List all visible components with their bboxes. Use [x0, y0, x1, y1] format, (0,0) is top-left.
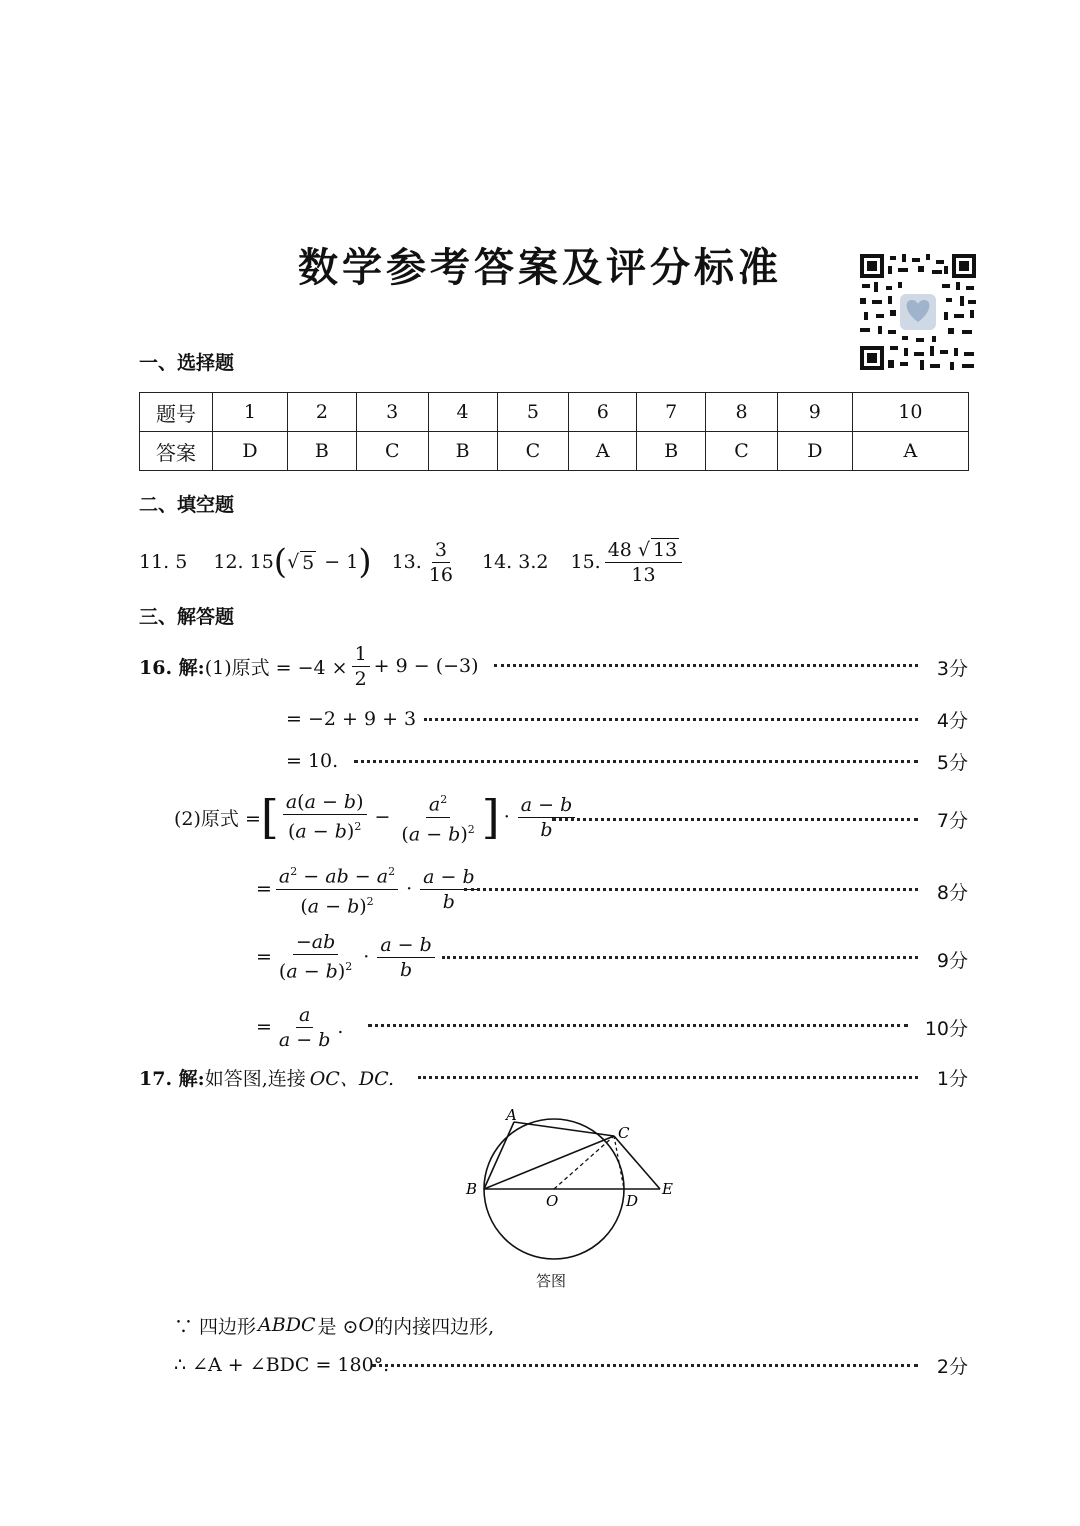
choice-answer-table — [139, 392, 969, 471]
q17-line2-pre: ∵ 四边形 — [174, 1315, 257, 1338]
table-cell: 9 — [777, 393, 852, 432]
table-cell: 6 — [569, 393, 637, 432]
fill-q15-label: 15. — [570, 551, 601, 573]
fill-q12-rest: − 1 — [324, 551, 359, 573]
line-dc — [614, 1136, 624, 1189]
score-2: 2分 — [936, 1356, 968, 1378]
q17-label: 17. 解: — [139, 1067, 205, 1090]
score-3: 3分 — [936, 658, 968, 680]
q17-vars: OC、DC. — [309, 1067, 394, 1090]
q16-p2-line4: = $\frac{a}{a - b}$ . — [256, 1003, 344, 1051]
table-header-answer: 答案 — [140, 432, 213, 471]
dotted-leader — [354, 760, 918, 763]
table-row — [140, 432, 969, 471]
score-1: 1分 — [936, 1068, 968, 1090]
section-solve: 三、解答题 — [139, 606, 235, 628]
q17-text: 如答图,连接 — [204, 1067, 306, 1090]
q17-circle-o: O — [358, 1314, 375, 1336]
dotted-leader — [372, 1364, 918, 1367]
dotted-leader — [418, 1076, 918, 1079]
q16-p1-expr: (1)原式 = −4 × — [204, 656, 348, 679]
point-a: A — [506, 1106, 517, 1124]
point-e: E — [662, 1180, 673, 1198]
page-title: 数学参考答案及评分标准 — [298, 245, 782, 291]
q16-half-fraction: $\frac{1}{2}$ — [352, 642, 370, 691]
table-header-number: 题号 — [140, 393, 213, 432]
q17-line2 — [174, 1312, 494, 1338]
table-cell: C — [356, 432, 428, 471]
q16-p2-line3: = $\frac{-ab}{(a - b)^2}$ · $\frac{a - b}{b}$ — [256, 930, 439, 984]
section-choice: 一、选择题 — [139, 352, 235, 374]
table-cell: A — [852, 432, 968, 471]
line-oc — [554, 1136, 614, 1189]
fill-q11: 11. 5 — [139, 551, 188, 573]
dotted-leader — [424, 718, 918, 721]
fill-answers: 11. 5 12. 15 ( √ 5 − 1 ) 13. $\frac{3}{16}$ 14. 3.2 15. $\frac{48 √ 13}{13}$ — [139, 534, 686, 590]
point-c: C — [618, 1124, 630, 1142]
table-cell: 1 — [213, 393, 288, 432]
point-o: O — [546, 1192, 559, 1210]
q16-line1 — [139, 640, 479, 692]
line-ce — [614, 1136, 660, 1189]
fill-q12-sqrt: 5 — [302, 551, 315, 574]
score-10: 10分 — [924, 1018, 968, 1040]
table-cell: D — [213, 432, 288, 471]
fill-q13-fraction: $\frac{3}{16}$ — [428, 538, 453, 586]
qr-code-icon — [858, 252, 978, 372]
fill-q15-fraction: $\frac{48 √ 13}{13}$ — [605, 538, 683, 587]
point-d: D — [626, 1192, 639, 1210]
fill-q14: 14. 3.2 — [482, 551, 549, 573]
q16-p1-expr-post: + 9 − (−3) — [373, 655, 479, 677]
score-8: 8分 — [936, 882, 968, 904]
q17-line2-mid: 是 ⊙ — [317, 1315, 359, 1338]
q16-label: 16. 解: — [139, 656, 205, 679]
table-cell: D — [777, 432, 852, 471]
table-cell: A — [569, 432, 637, 471]
figure-caption: 答图 — [536, 1272, 567, 1290]
table-cell: 5 — [497, 393, 569, 432]
line-ac — [514, 1122, 614, 1136]
table-cell: 10 — [852, 393, 968, 432]
table-cell: 8 — [706, 393, 778, 432]
q16-line3: = 10. — [286, 750, 339, 772]
fill-q13-label: 13. — [391, 551, 422, 573]
table-cell: 3 — [356, 393, 428, 432]
dotted-leader — [464, 888, 918, 891]
dotted-leader — [494, 664, 918, 667]
score-7: 7分 — [936, 810, 968, 832]
dotted-leader — [552, 818, 918, 821]
table-cell: C — [497, 432, 569, 471]
table-cell: 7 — [637, 393, 706, 432]
q16-line2: = −2 + 9 + 3 — [286, 708, 417, 730]
table-row — [140, 393, 969, 432]
fill-q12-label: 12. 15 — [213, 551, 274, 573]
q16-p2-label: (2)原式 = — [174, 807, 261, 830]
score-9: 9分 — [936, 950, 968, 972]
q17-line2-post: 的内接四边形, — [374, 1315, 495, 1338]
dotted-leader — [368, 1024, 908, 1027]
q17-quad: ABDC — [258, 1314, 316, 1336]
dotted-leader — [442, 956, 918, 959]
score-4: 4分 — [936, 710, 968, 732]
table-cell: B — [287, 432, 356, 471]
table-cell: B — [637, 432, 706, 471]
geometry-figure — [456, 1104, 686, 1274]
section-fill: 二、填空题 — [139, 494, 235, 516]
point-b: B — [466, 1180, 478, 1198]
q17-line1 — [139, 1064, 394, 1090]
q17-line3: ∴ ∠A + ∠BDC = 180°. — [174, 1354, 390, 1376]
q16-p2-line2: = $\frac{a^2 - ab - a^2}{(a - b)^2}$ · $\frac{a - b}{b}$ — [256, 862, 482, 916]
q16-p2-line1: (2)原式 = [ $\frac{a(a - b)}{(a - b)^2}$ − $\frac{a^2}{(a - b)^2}$ ] · $\frac{a - b}{b}$ — [174, 790, 579, 844]
score-5: 5分 — [936, 752, 968, 774]
table-cell: 2 — [287, 393, 356, 432]
table-cell: C — [706, 432, 778, 471]
table-cell: B — [428, 432, 497, 471]
table-cell: 4 — [428, 393, 497, 432]
